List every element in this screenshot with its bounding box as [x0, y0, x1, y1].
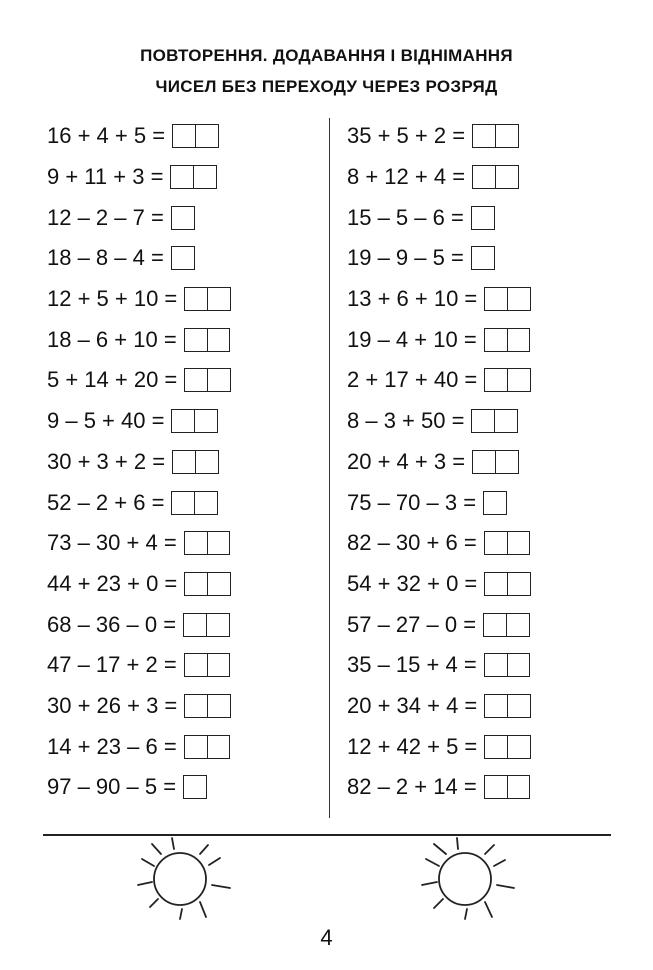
exercise-expression: 52 – 2 + 6 = [47, 489, 165, 515]
exercise-expression: 18 – 6 + 10 = [47, 326, 177, 352]
answer-digit-box[interactable] [207, 613, 230, 637]
answer-digit-box[interactable] [208, 735, 231, 759]
exercise-expression: 44 + 23 + 0 = [47, 570, 178, 596]
exercise-expression: 30 + 3 + 2 = [47, 448, 166, 474]
exercise-expression: 73 – 30 + 4 = [47, 530, 177, 556]
exercise-row [47, 767, 231, 808]
exercise-expression: 9 + 11 + 3 = [47, 164, 164, 190]
exercise-expression: 82 – 30 + 6 = [347, 530, 477, 556]
exercise-row [347, 767, 531, 808]
exercise-expression: 9 – 5 + 40 = [47, 408, 165, 434]
exercise-expression: 35 + 5 + 2 = [347, 123, 466, 149]
answer-boxes[interactable] [184, 572, 231, 596]
answer-digit-box[interactable] [184, 287, 208, 311]
answer-digit-box[interactable] [208, 287, 231, 311]
answer-boxes[interactable] [170, 165, 217, 189]
answer-digit-box[interactable] [184, 694, 208, 718]
answer-digit-box[interactable] [508, 735, 531, 759]
answer-boxes[interactable] [472, 124, 519, 148]
answer-digit-box[interactable] [484, 653, 508, 677]
answer-digit-box[interactable] [208, 368, 231, 392]
exercise-expression: 47 – 17 + 2 = [47, 652, 177, 678]
exercise-row [347, 645, 531, 686]
answer-boxes[interactable] [472, 450, 519, 474]
answer-digit-box[interactable] [208, 531, 231, 555]
exercise-row [347, 726, 531, 767]
exercise-row [47, 482, 231, 523]
exercise-expression: 13 + 6 + 10 = [347, 286, 478, 312]
exercise-row [47, 401, 231, 442]
exercise-expression: 20 + 34 + 4 = [347, 692, 478, 718]
answer-digit-box[interactable] [508, 653, 531, 677]
exercise-expression: 19 – 4 + 10 = [347, 326, 477, 352]
answer-digit-box[interactable] [195, 409, 218, 433]
answer-boxes[interactable] [184, 694, 231, 718]
answer-digit-box[interactable] [471, 206, 495, 230]
answer-boxes[interactable] [484, 368, 531, 392]
answer-boxes[interactable] [484, 328, 531, 352]
exercise-row [347, 319, 531, 360]
answer-digit-box[interactable] [484, 572, 508, 596]
answer-digit-box[interactable] [183, 613, 207, 637]
exercise-expression: 8 – 3 + 50 = [347, 408, 465, 434]
exercise-row [347, 360, 531, 401]
answer-boxes[interactable] [484, 531, 531, 555]
answer-boxes[interactable] [483, 491, 507, 515]
answer-digit-box[interactable] [496, 165, 519, 189]
answer-digit-box[interactable] [208, 328, 231, 352]
answer-digit-box[interactable] [484, 775, 508, 799]
answer-digit-box[interactable] [208, 694, 231, 718]
exercise-expression: 19 – 9 – 5 = [347, 245, 464, 271]
answer-digit-box[interactable] [508, 694, 531, 718]
exercise-row [47, 279, 231, 320]
exercise-expression: 82 – 2 + 14 = [347, 774, 477, 800]
exercise-row [347, 523, 531, 564]
answer-boxes[interactable] [184, 368, 231, 392]
exercise-expression: 16 + 4 + 5 = [47, 123, 166, 149]
answer-digit-box[interactable] [508, 775, 531, 799]
answer-digit-box[interactable] [484, 368, 508, 392]
answer-digit-box[interactable] [171, 206, 195, 230]
answer-digit-box[interactable] [194, 165, 217, 189]
answer-digit-box[interactable] [472, 165, 496, 189]
exercise-row [347, 197, 531, 238]
answer-digit-box[interactable] [508, 328, 531, 352]
exercise-row [47, 360, 231, 401]
answer-digit-box[interactable] [184, 328, 208, 352]
answer-boxes[interactable] [171, 206, 195, 230]
left-exercise-column [47, 116, 231, 808]
exercise-row [347, 604, 531, 645]
exercise-expression: 68 – 36 – 0 = [47, 611, 177, 637]
sun-icon [130, 832, 240, 927]
exercise-row [47, 645, 231, 686]
answer-digit-box[interactable] [495, 409, 518, 433]
exercise-expression: 30 + 26 + 3 = [47, 692, 178, 718]
exercise-expression: 12 + 42 + 5 = [347, 733, 478, 759]
exercise-row [47, 604, 231, 645]
exercise-row [347, 442, 531, 483]
exercise-row [347, 564, 531, 605]
exercise-row [47, 157, 231, 198]
answer-digit-box[interactable] [196, 450, 219, 474]
exercise-expression: 12 + 5 + 10 = [47, 286, 178, 312]
answer-digit-box[interactable] [484, 531, 508, 555]
answer-digit-box[interactable] [170, 165, 194, 189]
answer-digit-box[interactable] [184, 368, 208, 392]
answer-digit-box[interactable] [483, 491, 507, 515]
exercise-expression: 54 + 32 + 0 = [347, 570, 478, 596]
answer-digit-box[interactable] [183, 775, 207, 799]
sun-icon [410, 832, 520, 927]
exercise-row [47, 564, 231, 605]
exercise-expression: 18 – 8 – 4 = [47, 245, 164, 271]
answer-digit-box[interactable] [484, 735, 508, 759]
answer-digit-box[interactable] [496, 124, 519, 148]
answer-digit-box[interactable] [171, 409, 195, 433]
exercise-row [47, 197, 231, 238]
answer-digit-box[interactable] [471, 246, 495, 270]
exercise-row [347, 401, 531, 442]
answer-boxes[interactable] [183, 613, 230, 637]
exercise-expression: 75 – 70 – 3 = [347, 489, 477, 515]
exercise-expression: 14 + 23 – 6 = [47, 733, 177, 759]
answer-boxes[interactable] [184, 735, 231, 759]
answer-digit-box[interactable] [196, 124, 219, 148]
answer-boxes[interactable] [484, 735, 531, 759]
exercise-expression: 57 – 27 – 0 = [347, 611, 477, 637]
exercise-row [347, 116, 531, 157]
answer-digit-box[interactable] [195, 491, 218, 515]
answer-digit-box[interactable] [172, 450, 196, 474]
answer-boxes[interactable] [171, 409, 218, 433]
column-divider [329, 118, 330, 818]
answer-boxes[interactable] [483, 613, 530, 637]
answer-digit-box[interactable] [472, 124, 496, 148]
exercise-expression: 8 + 12 + 4 = [347, 164, 466, 190]
page-title-line2: ЧИСЕЛ БЕЗ ПЕРЕХОДУ ЧЕРЕЗ РОЗРЯД [155, 77, 498, 96]
answer-digit-box[interactable] [483, 613, 507, 637]
answer-boxes[interactable] [471, 409, 518, 433]
bottom-rule [43, 834, 611, 836]
answer-boxes[interactable] [471, 206, 495, 230]
exercise-row [47, 319, 231, 360]
exercise-expression: 97 – 90 – 5 = [47, 774, 177, 800]
answer-boxes[interactable] [172, 450, 219, 474]
exercise-row [47, 523, 231, 564]
answer-digit-box[interactable] [507, 613, 530, 637]
answer-boxes[interactable] [171, 246, 195, 270]
answer-digit-box[interactable] [171, 246, 195, 270]
right-exercise-column [347, 116, 531, 808]
answer-boxes[interactable] [484, 287, 531, 311]
answer-boxes[interactable] [184, 328, 231, 352]
answer-digit-box[interactable] [484, 694, 508, 718]
page-title-line1: ПОВТОРЕННЯ. ДОДАВАННЯ І ВІДНІМАННЯ [140, 46, 513, 65]
exercise-row [347, 686, 531, 727]
answer-boxes[interactable] [472, 165, 519, 189]
answer-digit-box[interactable] [184, 531, 208, 555]
answer-boxes[interactable] [184, 653, 231, 677]
answer-boxes[interactable] [484, 653, 531, 677]
exercise-row [47, 238, 231, 279]
answer-digit-box[interactable] [184, 653, 208, 677]
exercise-row [347, 157, 531, 198]
answer-boxes[interactable] [484, 694, 531, 718]
exercise-expression: 20 + 4 + 3 = [347, 448, 466, 474]
exercise-row [347, 482, 531, 523]
exercise-row [47, 686, 231, 727]
answer-boxes[interactable] [484, 572, 531, 596]
answer-boxes[interactable] [184, 531, 231, 555]
answer-digit-box[interactable] [484, 328, 508, 352]
answer-digit-box[interactable] [184, 735, 208, 759]
exercise-expression: 2 + 17 + 40 = [347, 367, 478, 393]
page-number: 4 [320, 925, 333, 950]
answer-digit-box[interactable] [171, 491, 195, 515]
exercise-row [347, 238, 531, 279]
answer-boxes[interactable] [484, 775, 531, 799]
answer-digit-box[interactable] [508, 572, 531, 596]
answer-digit-box[interactable] [484, 287, 508, 311]
answer-boxes[interactable] [184, 287, 231, 311]
exercise-row [47, 442, 231, 483]
answer-digit-box[interactable] [208, 572, 231, 596]
answer-digit-box[interactable] [496, 450, 519, 474]
answer-digit-box[interactable] [508, 287, 531, 311]
answer-digit-box[interactable] [172, 124, 196, 148]
exercise-expression: 35 – 15 + 4 = [347, 652, 477, 678]
answer-digit-box[interactable] [508, 368, 531, 392]
exercise-row [47, 116, 231, 157]
exercise-row [47, 726, 231, 767]
exercise-expression: 5 + 14 + 20 = [47, 367, 178, 393]
answer-digit-box[interactable] [471, 409, 495, 433]
exercise-expression: 15 – 5 – 6 = [347, 204, 464, 230]
answer-digit-box[interactable] [508, 531, 531, 555]
answer-digit-box[interactable] [472, 450, 496, 474]
answer-boxes[interactable] [172, 124, 219, 148]
answer-digit-box[interactable] [184, 572, 208, 596]
answer-boxes[interactable] [183, 775, 207, 799]
answer-digit-box[interactable] [208, 653, 231, 677]
exercise-expression: 12 – 2 – 7 = [47, 204, 164, 230]
exercise-row [347, 279, 531, 320]
answer-boxes[interactable] [171, 491, 218, 515]
answer-boxes[interactable] [471, 246, 495, 270]
